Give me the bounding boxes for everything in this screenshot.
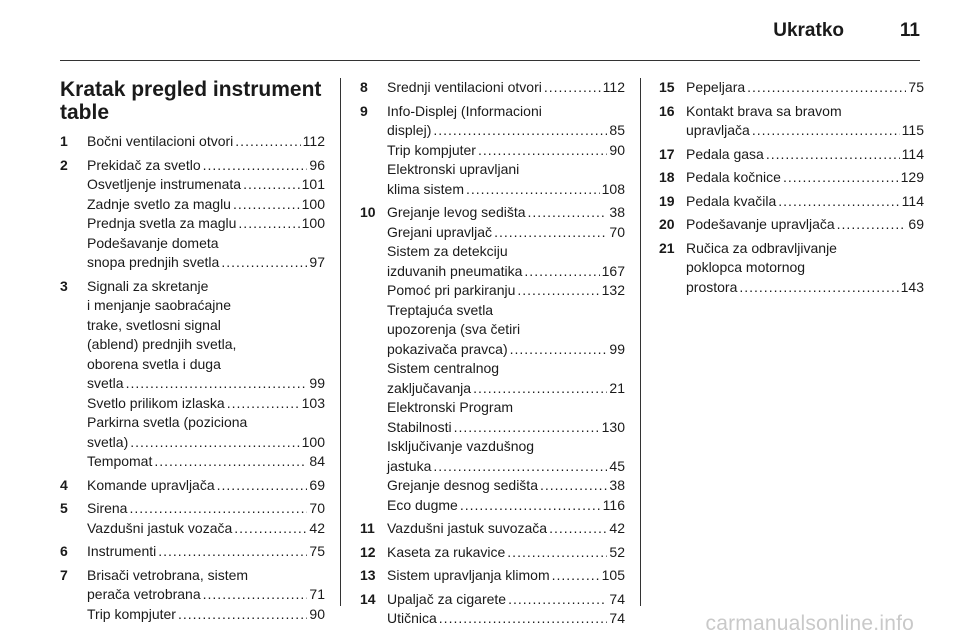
chapter-title: Ukratko	[773, 20, 844, 41]
index-entry	[60, 156, 325, 273]
header-divider	[60, 60, 920, 61]
index-entry	[60, 542, 325, 562]
entry-line	[387, 609, 625, 629]
page-reference[interactable]: 130	[601, 418, 625, 435]
entry-line	[387, 223, 625, 243]
entry-text: Treptajuća svetla	[387, 301, 494, 318]
entry-text: Trip kompjuter	[387, 141, 476, 158]
page-reference[interactable]: 114	[901, 145, 924, 162]
entry-line	[387, 457, 625, 477]
entry-text: svetla	[87, 375, 124, 391]
entry-list	[360, 78, 625, 629]
entry-text: Kontakt brava sa bravom	[686, 102, 842, 119]
entry-text: Vazdušni jastuk suvozača	[387, 520, 548, 536]
entry-text: Pomoć pri parkiranju	[387, 282, 516, 298]
entry-number: 21	[659, 239, 675, 256]
entry-text: klima sistem	[387, 180, 465, 197]
dot-leader	[510, 340, 608, 360]
page-reference[interactable]: 97	[309, 254, 325, 270]
entry-line	[87, 413, 325, 433]
entry-text: Prekidač za svetlo	[87, 156, 201, 173]
entry-line	[87, 156, 325, 176]
entry-text: (ablend) prednjih svetla,	[87, 336, 237, 352]
page-reference[interactable]: 101	[301, 176, 325, 192]
page-reference[interactable]: 116	[602, 496, 625, 513]
entry-line	[87, 519, 325, 539]
entry-text: pokazivača pravca)	[387, 340, 508, 357]
entry-text: i menjanje saobraćajne	[87, 297, 231, 313]
entry-line	[87, 433, 325, 453]
entry-line	[387, 102, 625, 122]
dot-leader	[524, 262, 599, 282]
column-3	[659, 78, 924, 301]
index-entry	[360, 78, 625, 98]
dot-leader	[433, 121, 607, 141]
section-title: Kratak pregled instrument table	[60, 78, 322, 124]
entry-text: Sirena	[87, 500, 128, 516]
entry-text: zaključavanja	[387, 379, 472, 396]
dot-leader	[494, 223, 607, 243]
entry-text: Vazdušni jastuk vozača	[87, 519, 233, 536]
entry-line	[87, 253, 325, 273]
entry-number: 16	[659, 102, 675, 119]
entry-text: Utičnica	[387, 610, 437, 626]
page-reference[interactable]: 96	[309, 156, 325, 173]
entry-text: upravljača	[686, 122, 750, 138]
entry-text: Isključivanje vazdušnog	[387, 438, 535, 454]
entry-number: 10	[360, 204, 376, 220]
dot-leader	[460, 496, 601, 516]
entry-line	[387, 543, 625, 563]
entry-number: 5	[60, 500, 68, 516]
entry-line	[87, 394, 325, 414]
entry-number: 17	[659, 145, 675, 162]
page-reference[interactable]: 100	[301, 215, 325, 231]
column-divider	[640, 78, 641, 606]
dot-leader	[544, 78, 601, 98]
entry-number: 4	[60, 476, 68, 493]
index-entry	[60, 277, 325, 472]
entry-text: svetla)	[87, 433, 129, 450]
page-reference[interactable]: 115	[901, 122, 924, 138]
entry-line	[387, 160, 625, 180]
entry-number: 12	[360, 543, 376, 560]
dot-leader	[243, 175, 300, 195]
entry-line	[387, 203, 625, 223]
entry-text: Podešavanje upravljača	[686, 216, 835, 232]
entry-line	[686, 215, 924, 235]
entry-text: prostora	[686, 278, 738, 295]
dot-leader	[235, 132, 300, 152]
dot-leader	[549, 519, 607, 539]
entry-text: Elektronski Program	[387, 399, 514, 415]
entry-text: perača vetrobrana	[87, 586, 201, 602]
entry-text: Instrumenti	[87, 543, 157, 559]
index-entry	[659, 102, 924, 141]
entry-text: Sistem centralnog	[387, 360, 500, 376]
entry-text: Pedala kočnice	[686, 169, 781, 185]
entry-line	[387, 418, 625, 438]
entry-line	[387, 301, 625, 321]
page-reference[interactable]: 108	[601, 180, 625, 197]
entry-number: 11	[360, 520, 375, 536]
watermark: carmanualsonline.info	[705, 612, 914, 635]
dot-leader	[752, 121, 900, 141]
entry-text: Pedala kvačila	[686, 192, 777, 209]
entry-line	[387, 121, 625, 141]
dot-leader	[233, 195, 300, 215]
index-entry	[360, 102, 625, 200]
index-entry	[360, 519, 625, 539]
dot-leader	[203, 585, 308, 605]
entry-text: Srednji ventilacioni otvori	[387, 79, 542, 95]
entry-line	[686, 78, 924, 98]
entry-text: Brisači vetrobrana, sistem	[87, 566, 249, 583]
entry-text: Eco dugme	[387, 496, 458, 513]
dot-leader	[540, 476, 607, 496]
entry-line	[686, 145, 924, 165]
entry-line	[387, 262, 625, 282]
entry-line	[387, 141, 625, 161]
entry-line	[87, 566, 325, 586]
page-reference[interactable]: 112	[602, 79, 625, 95]
column-2	[360, 78, 625, 633]
entry-text: Upaljač za cigarete	[387, 590, 507, 607]
entry-text: jastuka	[387, 457, 432, 474]
page-reference[interactable]: 74	[609, 590, 625, 607]
entry-line	[87, 296, 325, 316]
entry-text: trake, svetlosni signal	[87, 316, 221, 333]
dot-leader	[778, 192, 899, 212]
page-reference[interactable]: 105	[601, 567, 625, 583]
dot-leader	[837, 215, 907, 235]
index-entry	[60, 132, 325, 152]
entry-line	[87, 234, 325, 254]
entry-line	[686, 168, 924, 188]
entry-line	[87, 585, 325, 605]
dot-leader	[507, 543, 607, 563]
dot-leader	[517, 281, 599, 301]
index-entry	[659, 78, 924, 98]
entry-line	[387, 180, 625, 200]
entry-line	[387, 359, 625, 379]
entry-line	[87, 175, 325, 195]
dot-leader	[454, 418, 600, 438]
entry-line	[686, 258, 924, 278]
entry-line	[87, 316, 325, 336]
dot-leader	[158, 542, 307, 562]
page-reference[interactable]: 143	[900, 278, 924, 295]
entry-text: Sistem upravljanja klimom	[387, 567, 550, 583]
dot-leader	[439, 609, 608, 629]
entry-text: Grejanje desnog sedišta	[387, 477, 538, 493]
page-reference[interactable]: 45	[609, 457, 625, 474]
entry-text: Ručica za odbravljivanje	[686, 239, 837, 256]
entry-line	[87, 499, 325, 519]
entry-number: 3	[60, 277, 68, 294]
dot-leader	[766, 145, 900, 165]
entry-text: Kaseta za rukavice	[387, 543, 506, 560]
entry-number: 20	[659, 216, 675, 232]
entry-text: Prednja svetla za maglu	[87, 215, 237, 231]
page-reference[interactable]: 167	[601, 262, 625, 279]
entry-line	[686, 102, 924, 122]
page-reference[interactable]: 99	[609, 340, 625, 357]
entry-line	[87, 476, 325, 496]
entry-number: 14	[360, 590, 376, 607]
entry-line	[387, 398, 625, 418]
page-reference[interactable]: 74	[609, 610, 625, 626]
entry-number: 2	[60, 156, 68, 173]
dot-leader	[528, 203, 608, 223]
page-reference[interactable]: 42	[309, 519, 325, 536]
index-entry	[60, 499, 325, 538]
entry-line	[387, 496, 625, 516]
dot-leader	[217, 476, 308, 496]
page-reference[interactable]: 132	[601, 282, 625, 298]
dot-leader	[130, 433, 299, 453]
entry-text: Komande upravljača	[87, 476, 215, 493]
entry-list	[659, 78, 924, 297]
page-reference[interactable]: 100	[301, 433, 325, 450]
page-reference[interactable]: 69	[309, 476, 325, 493]
entry-number: 18	[659, 169, 675, 185]
page-reference[interactable]: 42	[609, 520, 625, 536]
dot-leader	[203, 156, 308, 176]
entry-text: Elektronski upravljani	[387, 161, 520, 177]
page-reference[interactable]: 75	[309, 543, 325, 559]
entry-line	[387, 519, 625, 539]
entry-number: 13	[360, 567, 376, 583]
page-reference[interactable]: 52	[609, 543, 625, 560]
index-entry	[659, 192, 924, 212]
dot-leader	[473, 379, 607, 399]
entry-line	[387, 340, 625, 360]
dot-leader	[508, 590, 607, 610]
page-header	[60, 0, 920, 52]
entry-line	[87, 605, 325, 625]
dot-leader	[783, 168, 899, 188]
index-entry	[60, 476, 325, 496]
entry-line	[87, 335, 325, 355]
page-reference[interactable]: 70	[609, 223, 625, 240]
page-reference[interactable]: 84	[309, 453, 325, 469]
entry-text: Osvetljenje instrumenata	[87, 176, 242, 192]
page-reference[interactable]: 85	[609, 122, 625, 138]
entry-line	[87, 195, 325, 215]
entry-text: Parkirna svetla (poziciona	[87, 414, 248, 430]
page-reference[interactable]: 90	[609, 141, 625, 158]
dot-leader	[747, 78, 906, 98]
entry-number: 19	[659, 192, 675, 209]
entry-line	[686, 192, 924, 212]
page-reference[interactable]: 38	[609, 477, 625, 493]
entry-text: Grejanje levog sedišta	[387, 204, 526, 220]
page-number: 11	[899, 20, 920, 41]
index-entry	[360, 590, 625, 629]
dot-leader	[178, 605, 307, 625]
entry-text: Stabilnosti	[387, 418, 452, 435]
page-reference[interactable]: 21	[609, 379, 625, 396]
index-entry	[659, 168, 924, 188]
entry-line	[87, 452, 325, 472]
entry-line	[686, 121, 924, 141]
entry-number: 8	[360, 79, 368, 95]
entry-line	[387, 379, 625, 399]
entry-text: izduvanih pneumatika	[387, 262, 523, 279]
entry-line	[87, 132, 325, 152]
entry-text: snopa prednjih svetla	[87, 254, 220, 270]
index-entry	[659, 145, 924, 165]
page-reference[interactable]: 38	[609, 204, 625, 220]
entry-line	[87, 374, 325, 394]
dot-leader	[433, 457, 607, 477]
dot-leader	[478, 141, 607, 161]
entry-line	[387, 566, 625, 586]
index-entry	[60, 566, 325, 625]
page-reference[interactable]: 75	[908, 79, 924, 95]
dot-leader	[552, 566, 600, 586]
entry-line	[686, 239, 924, 259]
entry-number: 6	[60, 543, 68, 559]
entry-line	[686, 278, 924, 298]
entry-text: Signali za skretanje	[87, 277, 209, 294]
entry-text: Grejani upravljač	[387, 223, 493, 240]
entry-text: Pepeljara	[686, 79, 746, 95]
dot-leader	[154, 452, 307, 472]
entry-line	[87, 355, 325, 375]
entry-text: Tempomat	[87, 453, 153, 469]
entry-text: Trip kompjuter	[87, 605, 176, 622]
dot-leader	[221, 253, 307, 273]
index-entry	[360, 566, 625, 586]
entry-text: poklopca motornog	[686, 259, 806, 275]
dot-leader	[238, 214, 299, 234]
entry-text: Info-Displej (Informacioni	[387, 102, 542, 119]
entry-text: Bočni ventilacioni otvori	[87, 133, 234, 149]
entry-number: 1	[60, 133, 68, 149]
entry-line	[387, 281, 625, 301]
dot-leader	[466, 180, 600, 200]
entry-text: upozorenja (sva četiri	[387, 321, 521, 337]
entry-line	[87, 277, 325, 297]
page-reference[interactable]: 90	[309, 605, 325, 622]
page-reference[interactable]: 70	[309, 500, 325, 516]
entry-text: Sistem za detekciju	[387, 243, 508, 259]
dot-leader	[227, 394, 300, 414]
entry-line	[87, 214, 325, 234]
entry-line	[387, 590, 625, 610]
page-reference[interactable]: 114	[901, 192, 924, 209]
page-reference[interactable]: 71	[309, 586, 325, 602]
entry-line	[387, 78, 625, 98]
column-divider	[340, 78, 341, 606]
entry-number: 9	[360, 102, 368, 119]
column-1	[60, 78, 325, 628]
entry-list	[60, 132, 325, 624]
entry-text: Zadnje svetlo za maglu	[87, 195, 231, 212]
entry-line	[387, 320, 625, 340]
entry-number: 15	[659, 79, 675, 95]
page-reference[interactable]: 99	[309, 375, 325, 391]
page-reference[interactable]: 69	[908, 216, 924, 232]
dot-leader	[234, 519, 307, 539]
page-reference[interactable]: 100	[301, 195, 325, 212]
entry-line	[87, 542, 325, 562]
entry-text: displej)	[387, 122, 432, 138]
index-entry	[360, 203, 625, 515]
dot-leader	[129, 499, 307, 519]
index-entry	[360, 543, 625, 563]
entry-text: oborena svetla i duga	[87, 355, 221, 372]
entry-line	[387, 242, 625, 262]
entry-text: Podešavanje dometa	[87, 234, 219, 251]
entry-text: Pedala gasa	[686, 145, 764, 162]
dot-leader	[126, 374, 308, 394]
page-reference[interactable]: 112	[302, 133, 325, 149]
page-reference[interactable]: 129	[900, 169, 924, 185]
index-entry	[659, 215, 924, 235]
entry-line	[387, 437, 625, 457]
entry-line	[387, 476, 625, 496]
entry-text: Svetlo prilikom izlaska	[87, 394, 225, 411]
dot-leader	[739, 278, 898, 298]
page-reference[interactable]: 103	[301, 394, 325, 411]
index-entry	[659, 239, 924, 298]
entry-number: 7	[60, 566, 68, 583]
